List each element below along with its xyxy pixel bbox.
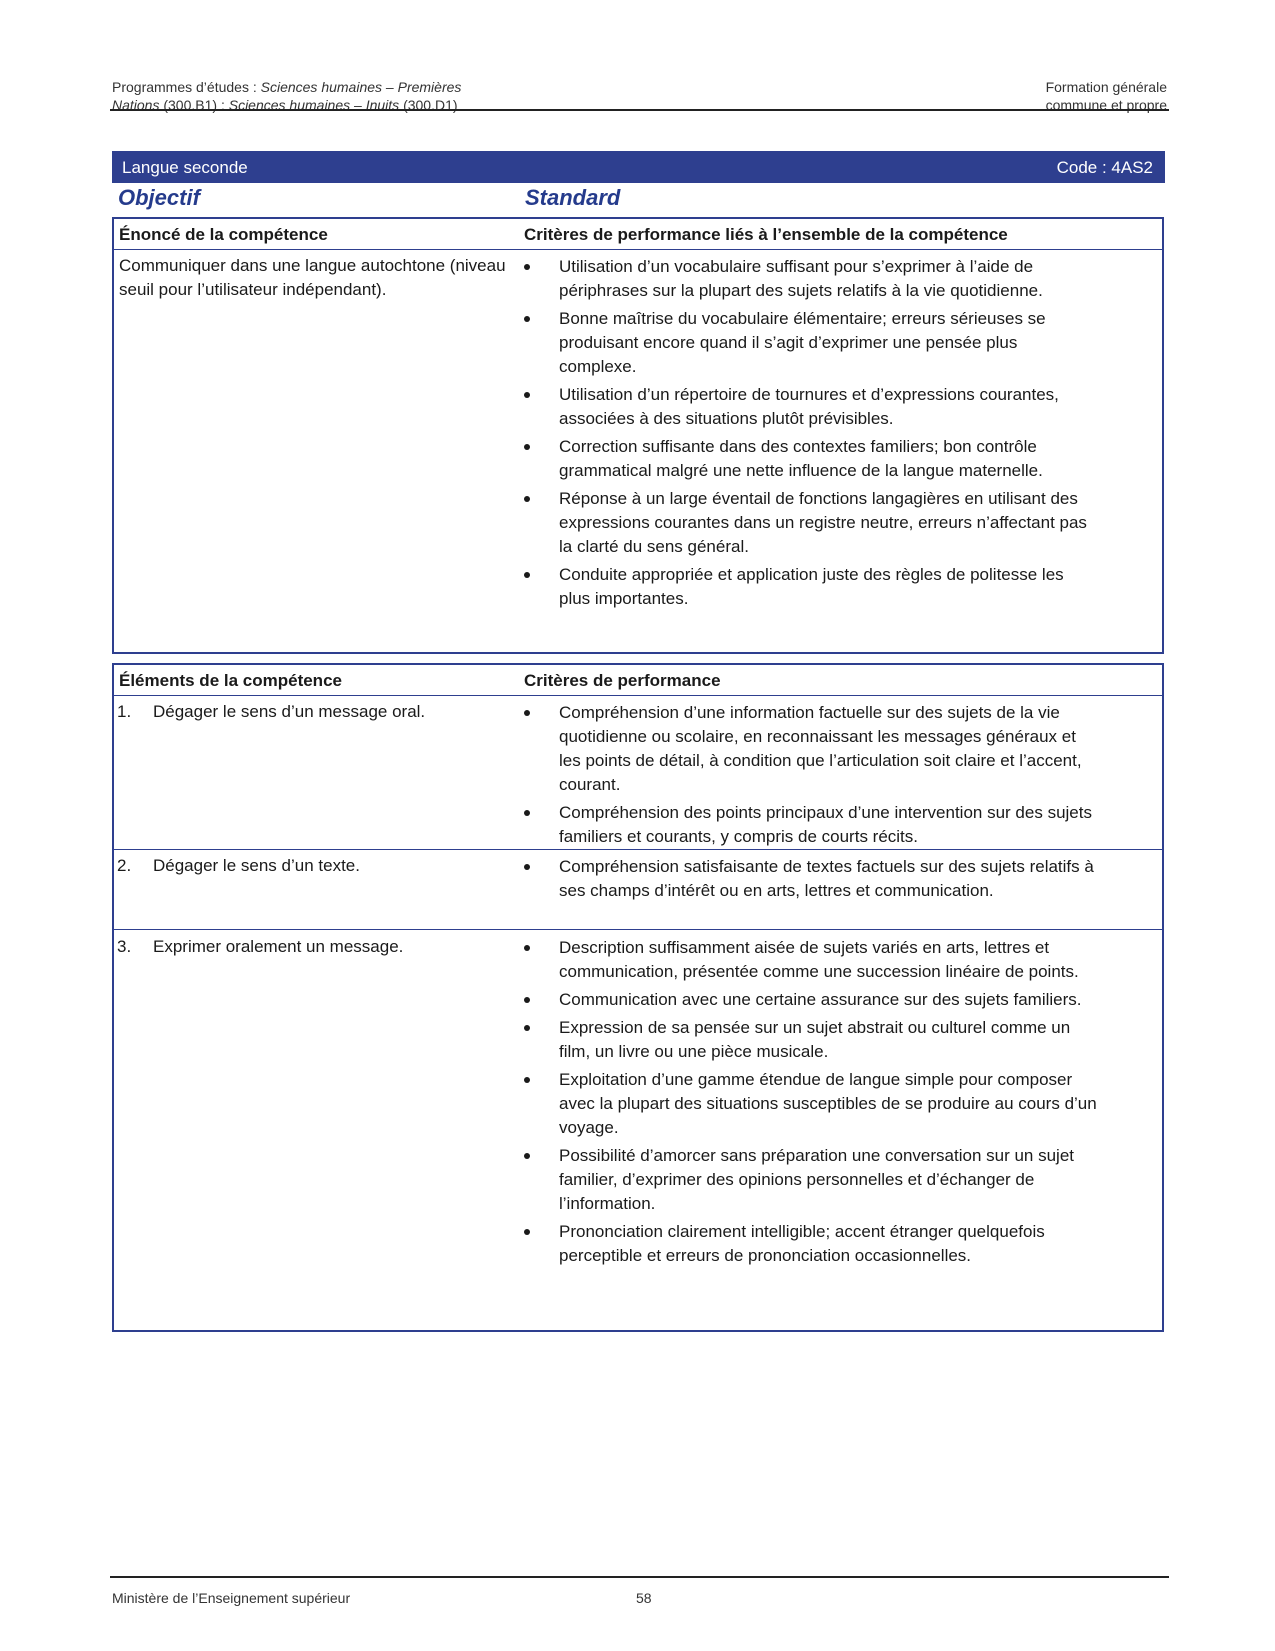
header-text: –	[382, 79, 398, 95]
header-rule	[110, 109, 1169, 111]
row-divider	[114, 929, 1162, 930]
header-text: –	[350, 97, 366, 113]
header-text: Formation générale	[1045, 79, 1167, 95]
elements-criteres-heading: Critères de performance	[524, 671, 721, 690]
element-label: Dégager le sens d’un message oral.	[153, 702, 426, 721]
competence-box	[112, 217, 1164, 654]
document-page	[112, 78, 1167, 1606]
criterion-item: Description suffisamment aisée de sujets variés en arts, lettres et communication, présentée comme une succession linéaire de points.	[524, 936, 1099, 984]
element-3-criteres	[524, 936, 1099, 1272]
enonce-text: Communiquer dans une langue autochtone (niveau seuil pour l’utilisateur indépendant).	[119, 256, 506, 299]
element-number: 2.	[117, 856, 132, 875]
criterion-item: Conduite appropriée et application juste des règles de politesse les plus importantes.	[524, 563, 1099, 611]
element-3	[117, 935, 403, 959]
elements-box	[112, 663, 1164, 1332]
element-1	[117, 700, 425, 724]
criteres-list	[524, 255, 1099, 615]
header-text: Sciences humaines	[228, 97, 351, 113]
elements-heading: Éléments de la compétence	[119, 671, 342, 690]
footer-ministry: Ministère de l’Enseignement supérieur	[112, 1590, 351, 1606]
criterion-item: Expression de sa pensée sur un sujet abstrait ou culturel comme un film, un livre ou une pièce musicale.	[524, 1016, 1099, 1064]
criteres-heading: Critères de performance liés à l’ensemble de la compétence	[524, 225, 1008, 244]
header-text: Programmes d’études :	[112, 79, 261, 95]
running-footer	[112, 1590, 1167, 1606]
criterion-item: Utilisation d’un répertoire de tournures et d’expressions courantes, associées à des situations plutôt prévisibles.	[524, 383, 1099, 431]
header-text: commune et propre	[1045, 97, 1167, 113]
header-text: (300.B1) :	[159, 97, 229, 113]
objectif-label: Objectif	[118, 185, 200, 210]
header-text: Inuits	[365, 97, 400, 113]
criterion-item: Compréhension satisfaisante de textes factuels sur des sujets relatifs à ses champs d’intérêt ou en arts, lettres et communication.	[524, 855, 1099, 903]
criterion-item: Utilisation d’un vocabulaire suffisant pour s’exprimer à l’aide de périphrases sur la plupart des sujets relatifs à la vie quotidienne.	[524, 255, 1099, 303]
course-title: Langue seconde	[122, 158, 248, 177]
element-1-criteres	[524, 701, 1099, 853]
element-2-criteres	[524, 855, 1099, 907]
page-number: 58	[636, 1590, 652, 1606]
box-divider	[114, 695, 1162, 696]
course-code: Code : 4AS2	[1056, 158, 1153, 177]
header-text: Premières	[397, 79, 462, 95]
criterion-item: Possibilité d’amorcer sans préparation une conversation sur un sujet familier, d’exprimer des opinions personnelles et d’échanger de l’information.	[524, 1144, 1099, 1216]
footer-rule	[110, 1576, 1169, 1578]
criterion-item: Bonne maîtrise du vocabulaire élémentaire; erreurs sérieuses se produisant encore quand il s’agit d’exprimer une pensée plus complexe.	[524, 307, 1099, 379]
element-label: Exprimer oralement un message.	[153, 937, 404, 956]
header-text: (300.D1)	[399, 97, 458, 113]
criterion-item: Compréhension des points principaux d’une intervention sur des sujets familiers et courants, y compris de courts récits.	[524, 801, 1099, 849]
box-divider	[114, 249, 1162, 250]
criterion-item: Correction suffisante dans des contextes familiers; bon contrôle grammatical malgré une nette influence de la langue maternelle.	[524, 435, 1099, 483]
criterion-item: Communication avec une certaine assurance sur des sujets familiers.	[524, 988, 1099, 1012]
element-2	[117, 854, 360, 878]
header-text: Sciences humaines	[260, 79, 383, 95]
criterion-item: Compréhension d’une information factuelle sur des sujets de la vie quotidienne ou scolaire, en reconnaissant les messages généraux et les points de détail, à condition que l’articulation soit claire et l’accent, courant.	[524, 701, 1099, 797]
standard-label: Standard	[525, 185, 621, 210]
element-label: Dégager le sens d’un texte.	[153, 856, 360, 875]
element-number: 3.	[117, 937, 132, 956]
criterion-item: Prononciation clairement intelligible; accent étranger quelquefois perceptible et erreurs de prononciation occasionnelles.	[524, 1220, 1099, 1268]
criterion-item: Exploitation d’une gamme étendue de langue simple pour composer avec la plupart des situations susceptibles de se produire au cours d’un voyage.	[524, 1068, 1099, 1140]
course-title-bar	[112, 151, 1165, 183]
criterion-item: Réponse à un large éventail de fonctions langagières en utilisant des expressions courantes dans un registre neutre, erreurs n’affectant pas la clarté du sens général.	[524, 487, 1099, 559]
enonce-heading: Énoncé de la compétence	[119, 225, 328, 244]
row-divider	[114, 849, 1162, 850]
element-number: 1.	[117, 702, 132, 721]
header-text: Nations	[112, 97, 160, 113]
